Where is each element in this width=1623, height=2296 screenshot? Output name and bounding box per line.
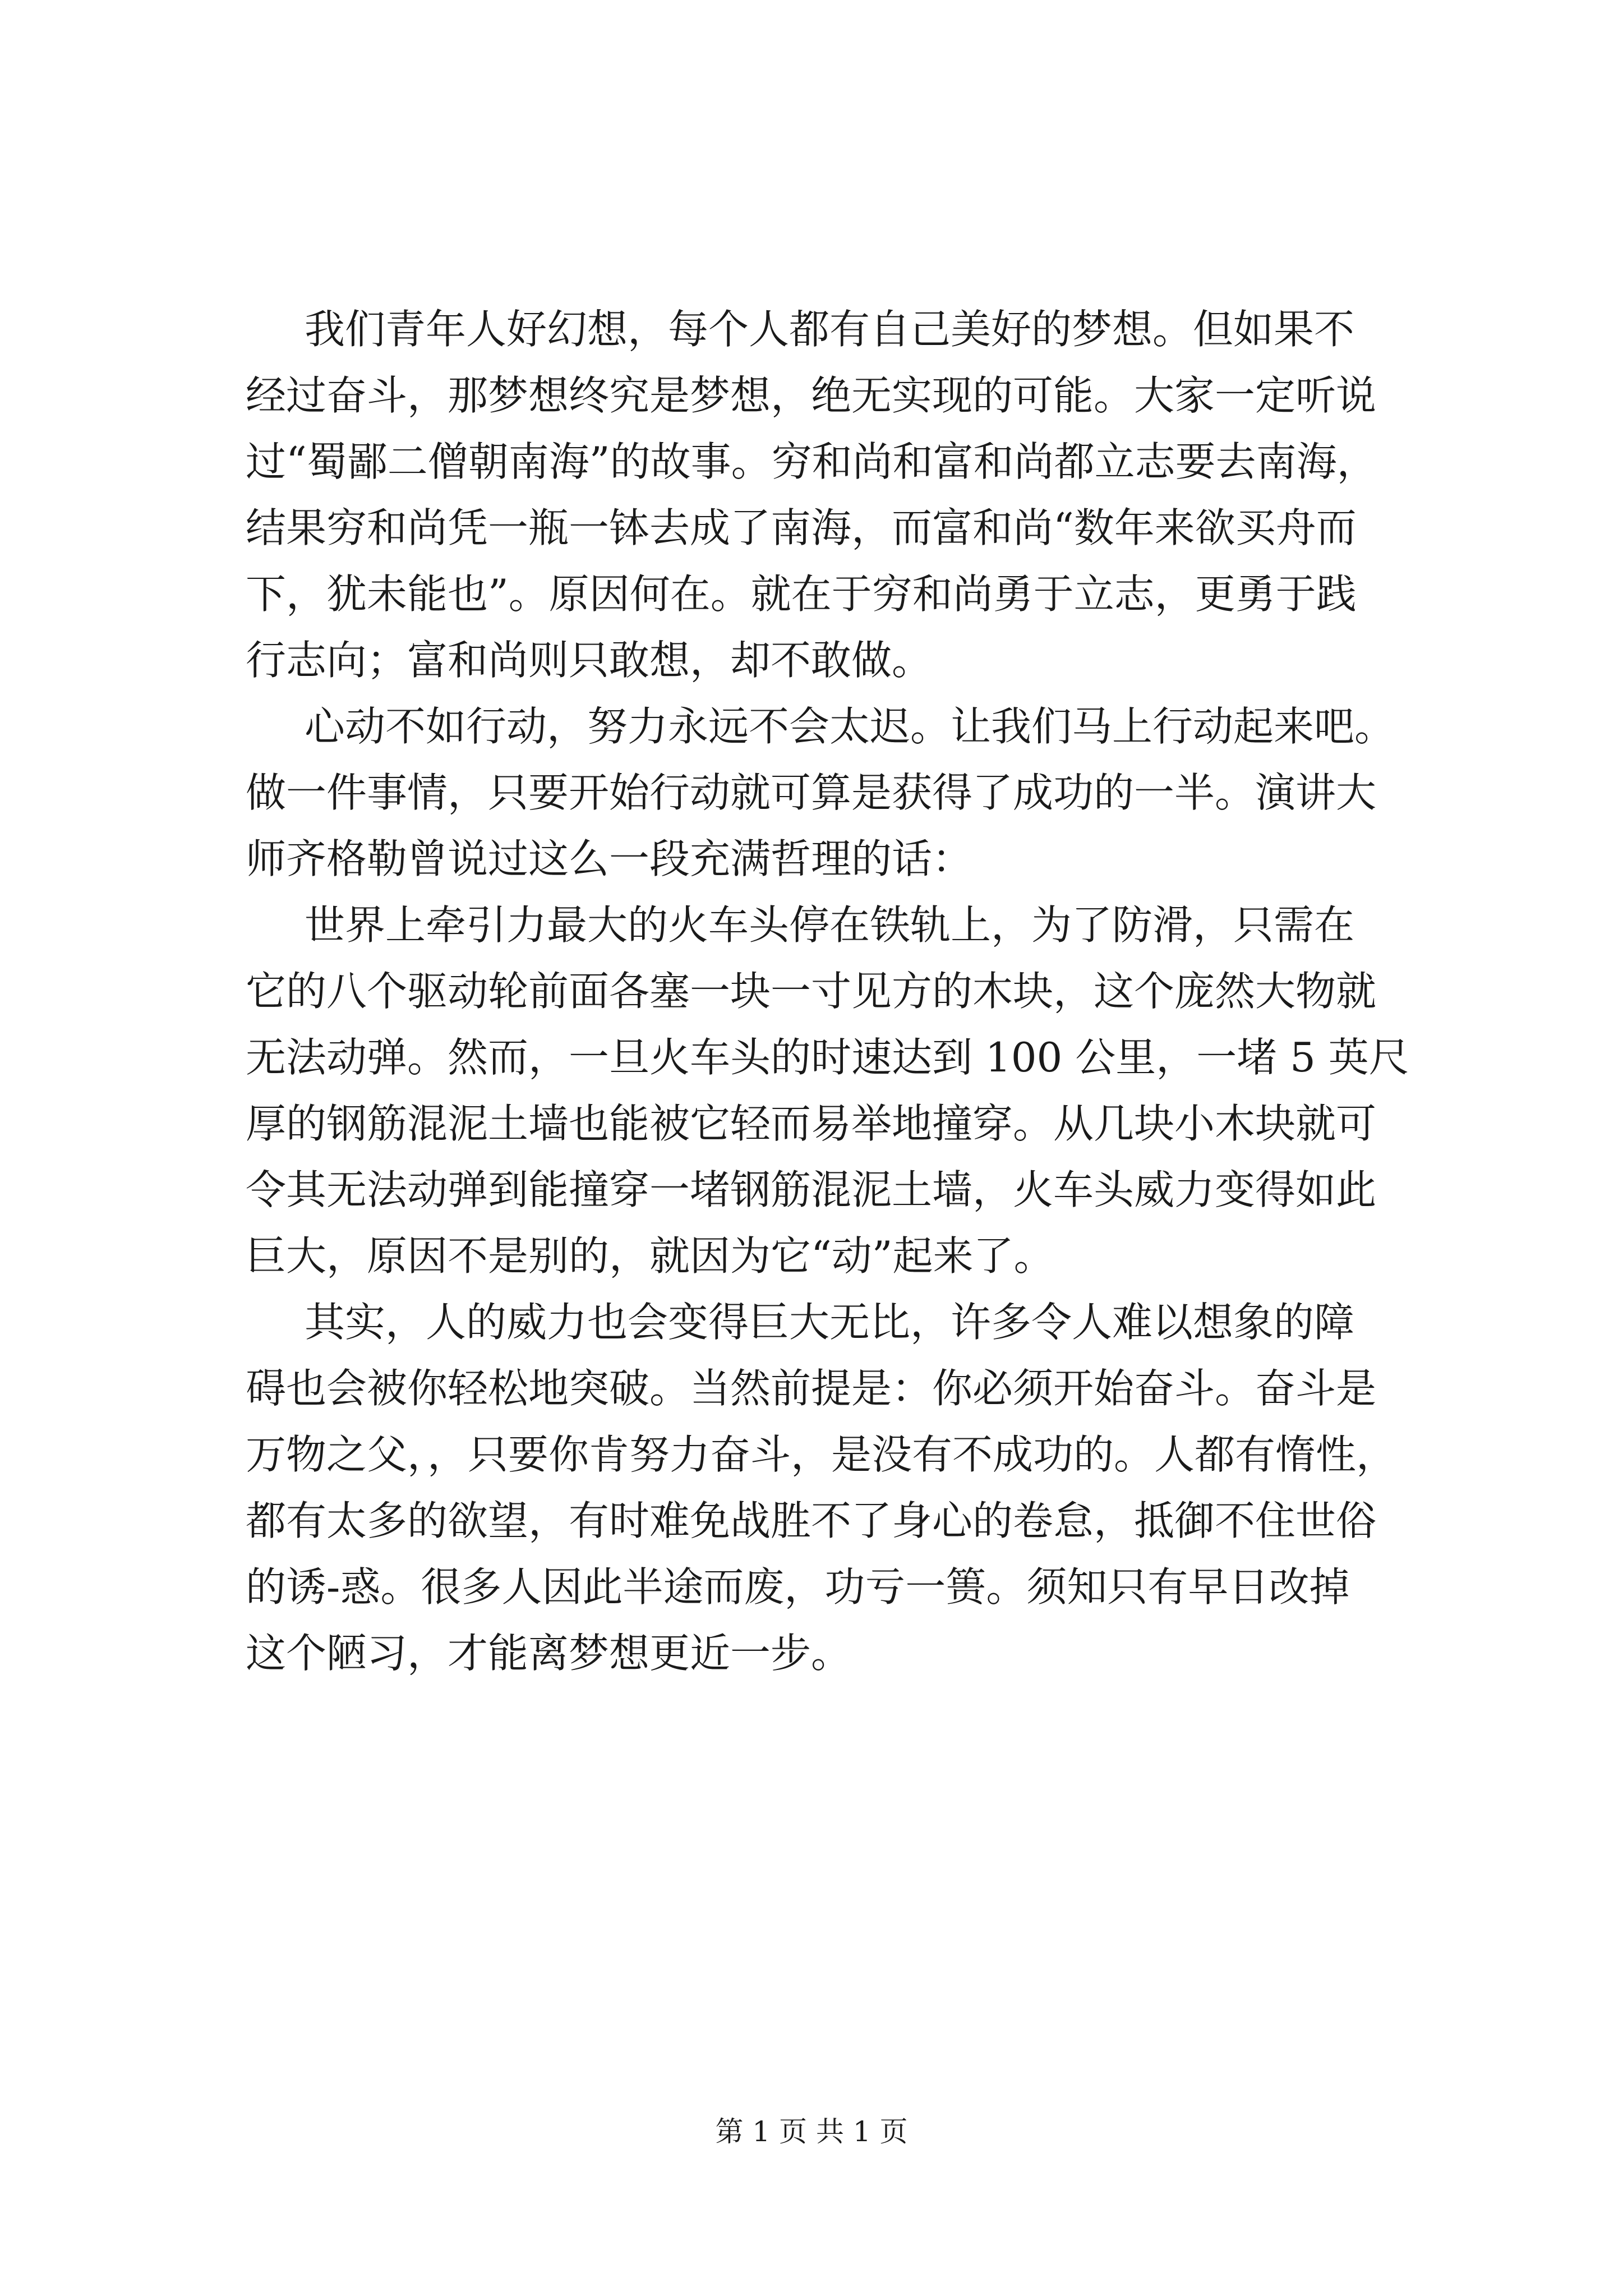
- paragraph-line: 的诱-惑。很多人因此半途而废，功亏一篑。须知只有早日改掉: [246, 1563, 1350, 1611]
- paragraph-line: 无法动弹。然而，一旦火车头的时速达到 100 公里，一堵 5 英尺: [246, 1034, 1409, 1081]
- page-number-footer: 第 1 页 共 1 页: [715, 2115, 908, 2148]
- paragraph-line: 我们青年人好幻想，每个人都有自己美好的梦想。但如果不: [305, 306, 1355, 353]
- paragraph-line: 都有太多的欲望，有时难免战胜不了身心的卷怠，抵御不住世俗: [246, 1497, 1377, 1544]
- paragraph-line: 结果穷和尚凭一瓶一钵去成了南海，而富和尚“数年来欲买舟而: [246, 504, 1357, 551]
- paragraph-line: 万物之父，，只要你肯努力奋斗，是没有不成功的。人都有惰性，: [246, 1431, 1397, 1478]
- paragraph-line: 经过奋斗，那梦想终究是梦想，绝无实现的可能。大家一定听说: [246, 372, 1377, 419]
- paragraph-3: [246, 892, 1423, 1289]
- paragraph-line: 它的八个驱动轮前面各塞一块一寸见方的木块，这个庞然大物就: [246, 968, 1377, 1015]
- paragraph-line: 这个陋习，才能离梦想更近一步。: [246, 1630, 852, 1677]
- paragraph-line: 下，犹未能也”。原因何在。就在于穷和尚勇于立志，更勇于践: [246, 570, 1357, 618]
- paragraph-line: 过“蜀鄙二僧朝南海”的故事。穷和尚和富和尚都立志要去南海，: [246, 438, 1377, 485]
- paragraph-2: [246, 693, 1423, 892]
- paragraph-line: 厚的钢筋混泥土墙也能被它轻而易举地撞穿。从几块小木块就可: [246, 1100, 1377, 1147]
- paragraph-line: 令其无法动弹到能撞穿一堵钢筋混泥土墙，火车头威力变得如此: [246, 1166, 1377, 1213]
- document-body: [246, 296, 1423, 1686]
- paragraph-line: 巨大，原因不是别的，就因为它“动”起来了。: [246, 1232, 1054, 1280]
- paragraph-line: 心动不如行动，努力永远不会太迟。让我们马上行动起来吧。: [305, 703, 1395, 750]
- paragraph-line: 世界上牵引力最大的火车头停在铁轨上，为了防滑，只需在: [305, 901, 1355, 949]
- paragraph-line: 师齐格勒曾说过这么一段充满哲理的话：: [246, 835, 973, 882]
- paragraph-line: 碍也会被你轻松地突破。当然前提是：你必须开始奋斗。奋斗是: [246, 1365, 1377, 1412]
- paragraph-4: [246, 1289, 1423, 1686]
- paragraph-line: 行志向；富和尚则只敢想，却不敢做。: [246, 637, 933, 684]
- paragraph-line: 做一件事情，只要开始行动就可算是获得了成功的一半。演讲大: [246, 769, 1377, 816]
- paragraph-1: [246, 296, 1423, 693]
- paragraph-line: 其实，人的威力也会变得巨大无比，许多令人难以想象的障: [305, 1299, 1355, 1346]
